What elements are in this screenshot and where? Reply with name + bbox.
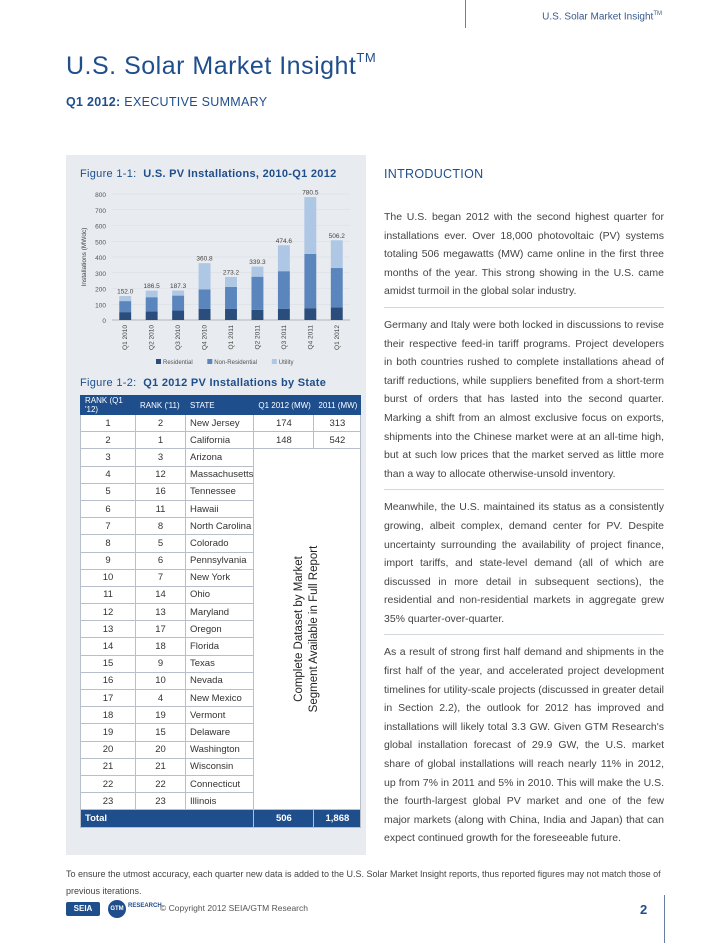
running-header: U.S. Solar Market Insight™ xyxy=(542,11,662,23)
rank-2011-cell: 20 xyxy=(136,741,186,758)
state-cell: North Carolina xyxy=(186,518,254,535)
intro-body xyxy=(384,208,664,862)
bar-total-label: 152.0 xyxy=(117,288,134,296)
pv-installations-chart xyxy=(74,182,360,372)
bar-residential xyxy=(172,311,184,320)
rank-2011-cell: 7 xyxy=(136,569,186,586)
rank-2011-cell: 4 xyxy=(136,690,186,707)
x-tick-label: Q3 2010 xyxy=(175,325,183,350)
x-tick-label: Q1 2011 xyxy=(228,325,235,350)
rank-2011-cell: 8 xyxy=(136,518,186,535)
top-divider xyxy=(465,0,466,28)
rank-2011-cell: 22 xyxy=(136,775,186,792)
bar-utility xyxy=(199,263,211,289)
x-tick-label: Q3 2011 xyxy=(280,325,288,350)
bar-total-label: 474.6 xyxy=(275,237,293,245)
state-cell: Vermont xyxy=(186,707,254,724)
rank-q1-cell: 3 xyxy=(81,449,136,466)
dataset-note-line-1: Complete Dataset by Market xyxy=(293,556,306,703)
bar-non-residential xyxy=(146,297,158,311)
rank-q1-cell: 21 xyxy=(81,758,136,775)
rank-q1-cell: 12 xyxy=(81,604,136,621)
table-row xyxy=(81,432,361,449)
intro-heading: INTRODUCTION xyxy=(384,167,484,181)
bar-non-residential xyxy=(172,296,184,311)
rank-2011-cell: 5 xyxy=(136,535,186,552)
rank-q1-cell: 11 xyxy=(81,586,136,603)
y-tick-label: 100 xyxy=(95,302,106,310)
table-total-row xyxy=(81,810,361,828)
state-cell: New Jersey xyxy=(186,415,254,432)
rank-2011-cell: 16 xyxy=(136,483,186,500)
x-tick-label: Q2 2010 xyxy=(148,325,156,350)
bar-residential xyxy=(331,307,343,320)
bar-utility xyxy=(225,277,237,287)
bar-non-residential xyxy=(199,289,211,309)
rank-2011-cell: 15 xyxy=(136,724,186,741)
total-label: Total xyxy=(81,810,254,828)
state-cell: Tennessee xyxy=(186,483,254,500)
state-rankings-table xyxy=(80,395,361,828)
state-cell: California xyxy=(186,432,254,449)
rank-q1-cell: 16 xyxy=(81,672,136,689)
bar-residential xyxy=(199,309,211,320)
accuracy-footnote: To ensure the utmost accuracy, each quarter new data is added to the U.S. Solar Market Insight reports, thus reported figures may not match those of previous iterations. xyxy=(66,869,661,896)
y-tick-label: 400 xyxy=(95,255,106,262)
col-header-q1-mw: Q1 2012 (MW) xyxy=(254,396,314,415)
bar-utility xyxy=(331,240,343,268)
legend-label: Non-Residential xyxy=(214,360,258,366)
rank-q1-cell: 19 xyxy=(81,724,136,741)
y-tick-label: 700 xyxy=(95,207,106,215)
x-tick-label: Q4 2010 xyxy=(201,325,209,350)
rank-q1-cell: 5 xyxy=(81,483,136,500)
x-tick-label: Q2 2011 xyxy=(254,325,262,350)
intro-paragraph-1: The U.S. began 2012 with the second highest quarter for installations ever. Over 18,000 photovoltaic (PV) systems totaling 506 megawatts (MW) came online in the first three months of the year. This strong showing in the U.S. came amidst turmoil in the global solar industry. xyxy=(384,208,664,308)
bar-non-residential xyxy=(119,301,131,312)
rank-2011-cell: 11 xyxy=(136,500,186,517)
legend-swatch xyxy=(156,359,161,364)
rank-2011-cell: 6 xyxy=(136,552,186,569)
state-cell: Delaware xyxy=(186,724,254,741)
rank-q1-cell: 15 xyxy=(81,655,136,672)
rank-q1-cell: 10 xyxy=(81,569,136,586)
rank-2011-cell: 19 xyxy=(136,707,186,724)
rank-2011-cell: 12 xyxy=(136,466,186,483)
y-tick-label: 0 xyxy=(102,318,106,325)
y-axis-label: Installations (MWdc) xyxy=(81,227,88,287)
rank-q1-cell: 9 xyxy=(81,552,136,569)
rank-q1-cell: 14 xyxy=(81,638,136,655)
bar-residential xyxy=(225,309,237,320)
state-cell: New Mexico xyxy=(186,690,254,707)
state-cell: Arizona xyxy=(186,449,254,466)
legend-label: Residential xyxy=(163,360,193,366)
bar-utility xyxy=(146,291,158,298)
legend-label: Utility xyxy=(278,360,294,366)
rank-q1-cell: 6 xyxy=(81,500,136,517)
state-cell: Pennsylvania xyxy=(186,552,254,569)
rank-2011-cell: 14 xyxy=(136,586,186,603)
bar-utility xyxy=(119,296,131,301)
bar-total-label: 360.8 xyxy=(196,255,213,263)
intro-paragraph-2: Germany and Italy were both locked in discussions to revise their respective feed-in tariff programs. Project developers in both countries rushed to complete installations ahead of tariff reductions, while suppliers benefited from a short-term burst of orders that has lasted into the second quarter. Marking a shift from an almost exclusive focus on exports, shipments into the Chinese market were at an all-time high, but at such low prices that the market served as little more than a way to allocate otherwise-unsold inventory. xyxy=(384,316,664,490)
col-header-2011-mw: 2011 (MW) xyxy=(314,396,361,415)
page-title: U.S. Solar Market Insight™ xyxy=(66,50,377,80)
col-header-rank-q1: RANK (Q1 '12) xyxy=(81,396,136,415)
bar-residential xyxy=(304,308,316,320)
legend-swatch xyxy=(207,359,212,364)
page-number-divider xyxy=(664,895,665,943)
dataset-note-line-2: Segment Available in Full Report xyxy=(308,546,321,713)
y-tick-label: 800 xyxy=(95,192,106,199)
state-cell: Illinois xyxy=(186,793,254,810)
x-tick-label: Q4 2011 xyxy=(307,325,315,350)
rank-2011-cell: 18 xyxy=(136,638,186,655)
dataset-note-cell xyxy=(254,449,361,810)
intro-paragraph-3: Meanwhile, the U.S. maintained its status as a consistently growing, albeit complex, demand center for PV. Despite uncertainty surrounding the availability of project finance, import tariffs, and state-level demand (all of which are discussed in more detail in subsequent sections), the residential and non-residential markets in aggregate grew 35% quarter-over-quarter. xyxy=(384,498,664,635)
total-q1-mw: 506 xyxy=(254,810,314,828)
rank-2011-cell: 17 xyxy=(136,621,186,638)
bar-utility xyxy=(172,291,184,296)
state-cell: Maryland xyxy=(186,604,254,621)
state-cell: Massachusetts xyxy=(186,466,254,483)
bar-total-label: 273.2 xyxy=(222,269,240,277)
rank-q1-cell: 23 xyxy=(81,793,136,810)
rank-q1-cell: 18 xyxy=(81,707,136,724)
bar-utility xyxy=(251,267,263,277)
state-cell: New York xyxy=(186,569,254,586)
rank-q1-cell: 8 xyxy=(81,535,136,552)
state-cell: Florida xyxy=(186,638,254,655)
bar-total-label: 187.3 xyxy=(169,283,187,291)
rank-q1-cell: 20 xyxy=(81,741,136,758)
table-header-row xyxy=(81,396,361,415)
figure-1-title: Figure 1-1: U.S. PV Installations, 2010-Q1 2012 xyxy=(80,168,337,180)
gtm-logo: GTM xyxy=(108,900,126,918)
rank-q1-cell: 13 xyxy=(81,621,136,638)
bar-residential xyxy=(146,311,158,320)
rank-2011-cell: 3 xyxy=(136,449,186,466)
rank-q1-cell: 22 xyxy=(81,775,136,792)
2011-mw-cell: 313 xyxy=(314,415,361,432)
table-row xyxy=(81,449,361,466)
state-cell: Texas xyxy=(186,655,254,672)
total-2011-mw: 1,868 xyxy=(314,810,361,828)
q1-mw-cell: 148 xyxy=(254,432,314,449)
bar-non-residential xyxy=(251,277,263,310)
seia-logo: SEIA xyxy=(66,902,100,916)
rank-q1-cell: 2 xyxy=(81,432,136,449)
intro-paragraph-4: As a result of strong first half demand and shipments in the first half of the year, and accelerated project development timelines for utility-scale projects (discussed in greater detail in Section 2.2), the outlook for 2012 has improved and installations will likely total 3.3 GW. Given GTM Research's global installation forecast of 29.9 GW, the U.S. market share of global installations will reach nearly 11% in 2012, up from 7% in 2011 and 5% in 2010. This will make the U.S. the fourth-largest global PV market and one of the few major markets (along with China, India and Japan) that can expect continued growth for the foreseeable future. xyxy=(384,646,664,845)
y-tick-label: 500 xyxy=(95,239,106,247)
bar-residential xyxy=(278,309,290,320)
bar-non-residential xyxy=(225,287,237,309)
table-row xyxy=(81,415,361,432)
state-cell: Ohio xyxy=(186,586,254,603)
bar-non-residential xyxy=(278,271,290,309)
page-subtitle: Q1 2012: EXECUTIVE SUMMARY xyxy=(66,95,268,109)
bar-non-residential xyxy=(304,254,316,308)
bar-non-residential xyxy=(331,268,343,307)
bar-utility xyxy=(278,245,290,271)
bar-residential xyxy=(119,312,131,320)
rank-q1-cell: 1 xyxy=(81,415,136,432)
rank-2011-cell: 10 xyxy=(136,672,186,689)
legend-swatch xyxy=(272,359,277,364)
bar-total-label: 506.2 xyxy=(328,232,345,240)
state-cell: Connecticut xyxy=(186,775,254,792)
x-tick-label: Q1 2010 xyxy=(122,325,130,350)
bar-residential xyxy=(251,310,263,320)
state-cell: Washington xyxy=(186,741,254,758)
state-cell: Oregon xyxy=(186,621,254,638)
copyright: © Copyright 2012 SEIA/GTM Research xyxy=(160,903,308,913)
rank-2011-cell: 2 xyxy=(136,415,186,432)
2011-mw-cell: 542 xyxy=(314,432,361,449)
rank-q1-cell: 17 xyxy=(81,690,136,707)
bar-total-label: 186.5 xyxy=(143,283,160,291)
dataset-note xyxy=(292,546,322,713)
y-tick-label: 600 xyxy=(95,223,106,231)
rank-2011-cell: 21 xyxy=(136,758,186,775)
state-cell: Wisconsin xyxy=(186,758,254,775)
state-cell: Colorado xyxy=(186,535,254,552)
rank-2011-cell: 1 xyxy=(136,432,186,449)
bar-utility xyxy=(304,197,316,254)
y-tick-label: 300 xyxy=(95,270,106,278)
page-number: 2 xyxy=(640,902,648,917)
col-header-state: STATE xyxy=(186,396,254,415)
rank-2011-cell: 13 xyxy=(136,604,186,621)
bar-total-label: 780.5 xyxy=(302,189,319,197)
col-header-rank-2011: RANK ('11) xyxy=(136,396,186,415)
figure-2-title: Figure 1-2: Q1 2012 PV Installations by State xyxy=(80,377,327,389)
rank-q1-cell: 4 xyxy=(81,466,136,483)
gtm-logo-text: RESEARCH xyxy=(128,903,162,909)
x-tick-label: Q1 2012 xyxy=(333,325,341,350)
state-cell: Nevada xyxy=(186,672,254,689)
bar-total-label: 339.3 xyxy=(249,259,266,267)
y-tick-label: 200 xyxy=(95,286,106,294)
rank-q1-cell: 7 xyxy=(81,518,136,535)
state-cell: Hawaii xyxy=(186,500,254,517)
rank-2011-cell: 9 xyxy=(136,655,186,672)
rank-2011-cell: 23 xyxy=(136,793,186,810)
q1-mw-cell: 174 xyxy=(254,415,314,432)
